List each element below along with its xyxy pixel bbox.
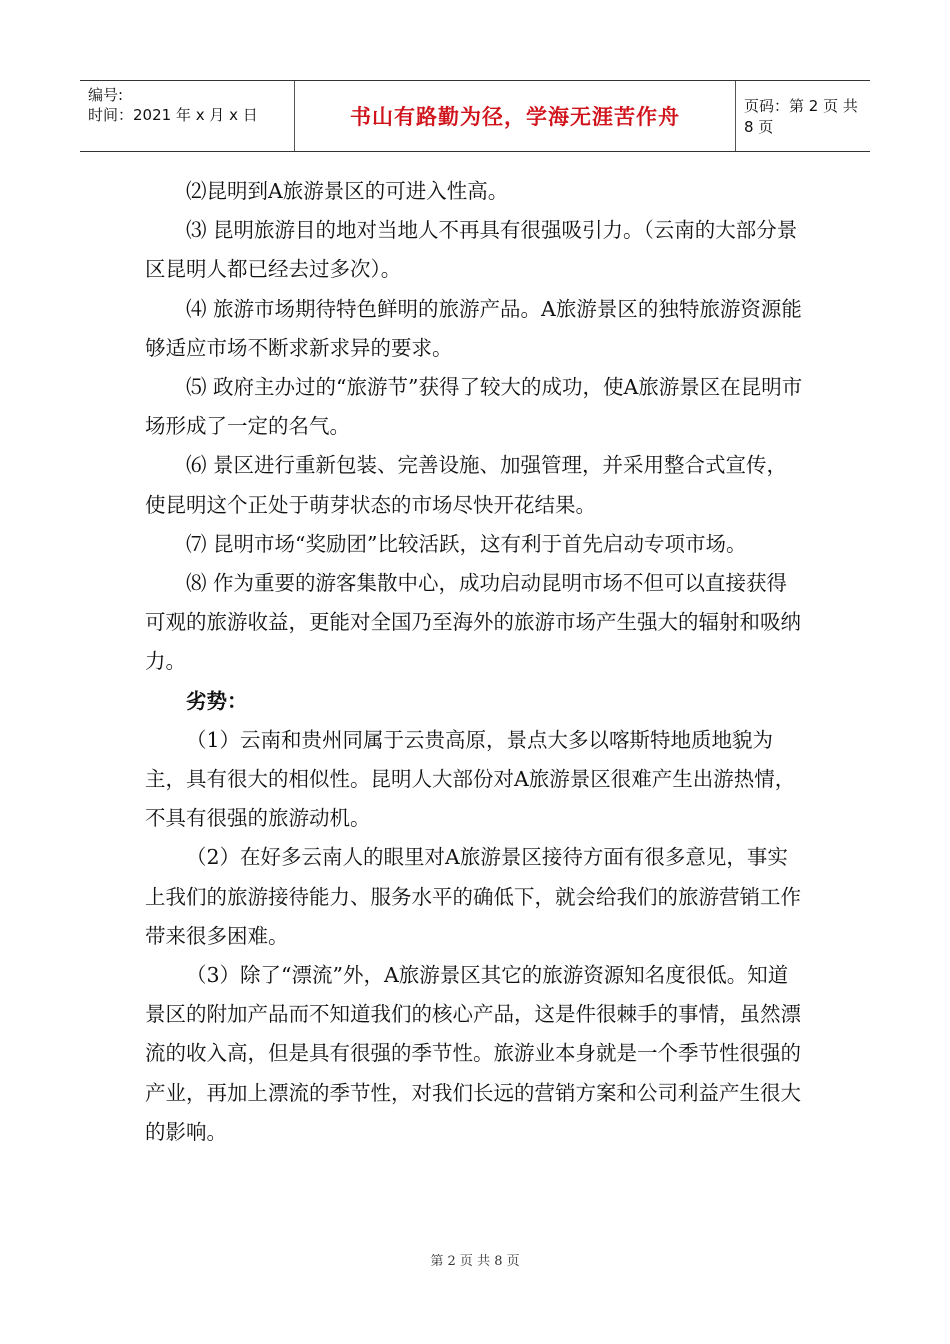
time-label: 时间：2021 年 x 月 x 日 <box>88 106 258 124</box>
document-body <box>145 172 805 1152</box>
paragraph: ⑷ 旅游市场期待特色鲜明的旅游产品。A旅游景区的独特旅游资源能够适应市场不断求新求异的要求。 <box>145 296 802 360</box>
header-page-label: 页码：第 2 页 共 8 页 <box>744 97 858 136</box>
paragraph: ⑹ 景区进行重新包装、完善设施、加强管理，并采用整合式宣传，使昆明这个正处于萌芽状态的市场尽快开花结果。 <box>145 453 788 517</box>
header-meta <box>88 85 258 125</box>
paragraph: ⑶ 昆明旅游目的地对当地人不再具有很强吸引力。（云南的大部分景区昆明人都已经去过多次）。 <box>145 218 798 282</box>
header-motto: 书山有路勤为径，学海无涯苦作舟 <box>294 81 736 151</box>
paragraph: （2）在好多云南人的眼里对A旅游景区接待方面有很多意见，事实上我们的旅游接待能力、服务水平的确低下，就会给我们的旅游营销工作带来很多困难。 <box>145 845 801 948</box>
page-header <box>80 80 870 152</box>
paragraph: （1）云南和贵州同属于云贵高原，景点大多以喀斯特地质地貌为主，具有很大的相似性。昆明人大部份对A旅游景区很难产生出游热情，不具有很强的旅游动机。 <box>145 727 796 831</box>
paragraph: （3）除了“漂流”外，A旅游景区其它的旅游资源知名度很低。知道景区的附加产品而不知道我们的核心产品，这是件很棘手的事情，虽然漂流的收入高，但是具有很强的季节性。旅游业本身就是一个季节性很强的产业，再加上漂流的季节性，对我们长远的营销方案和公司利益产生很大的影响。 <box>145 963 801 1144</box>
number-label: 编号: <box>88 86 124 104</box>
page-footer: 第 2 页 共 8 页 <box>430 1254 520 1269</box>
section-heading: 劣势： <box>186 688 248 713</box>
paragraph: ⑻ 作为重要的游客集散中心，成功启动昆明市场不但可以直接获得可观的旅游收益，更能对全国乃至海外的旅游市场产生强大的辐射和吸纳力。 <box>145 571 801 674</box>
paragraph: ⑺ 昆明市场“奖励团”比较活跃，这有利于首先启动专项市场。 <box>186 531 747 556</box>
paragraph: ⑸ 政府主办过的“旅游节”获得了较大的成功，使A旅游景区在昆明市场形成了一定的名气。 <box>145 375 803 439</box>
paragraph: ⑵昆明到A旅游景区的可进入性高。 <box>186 179 509 203</box>
